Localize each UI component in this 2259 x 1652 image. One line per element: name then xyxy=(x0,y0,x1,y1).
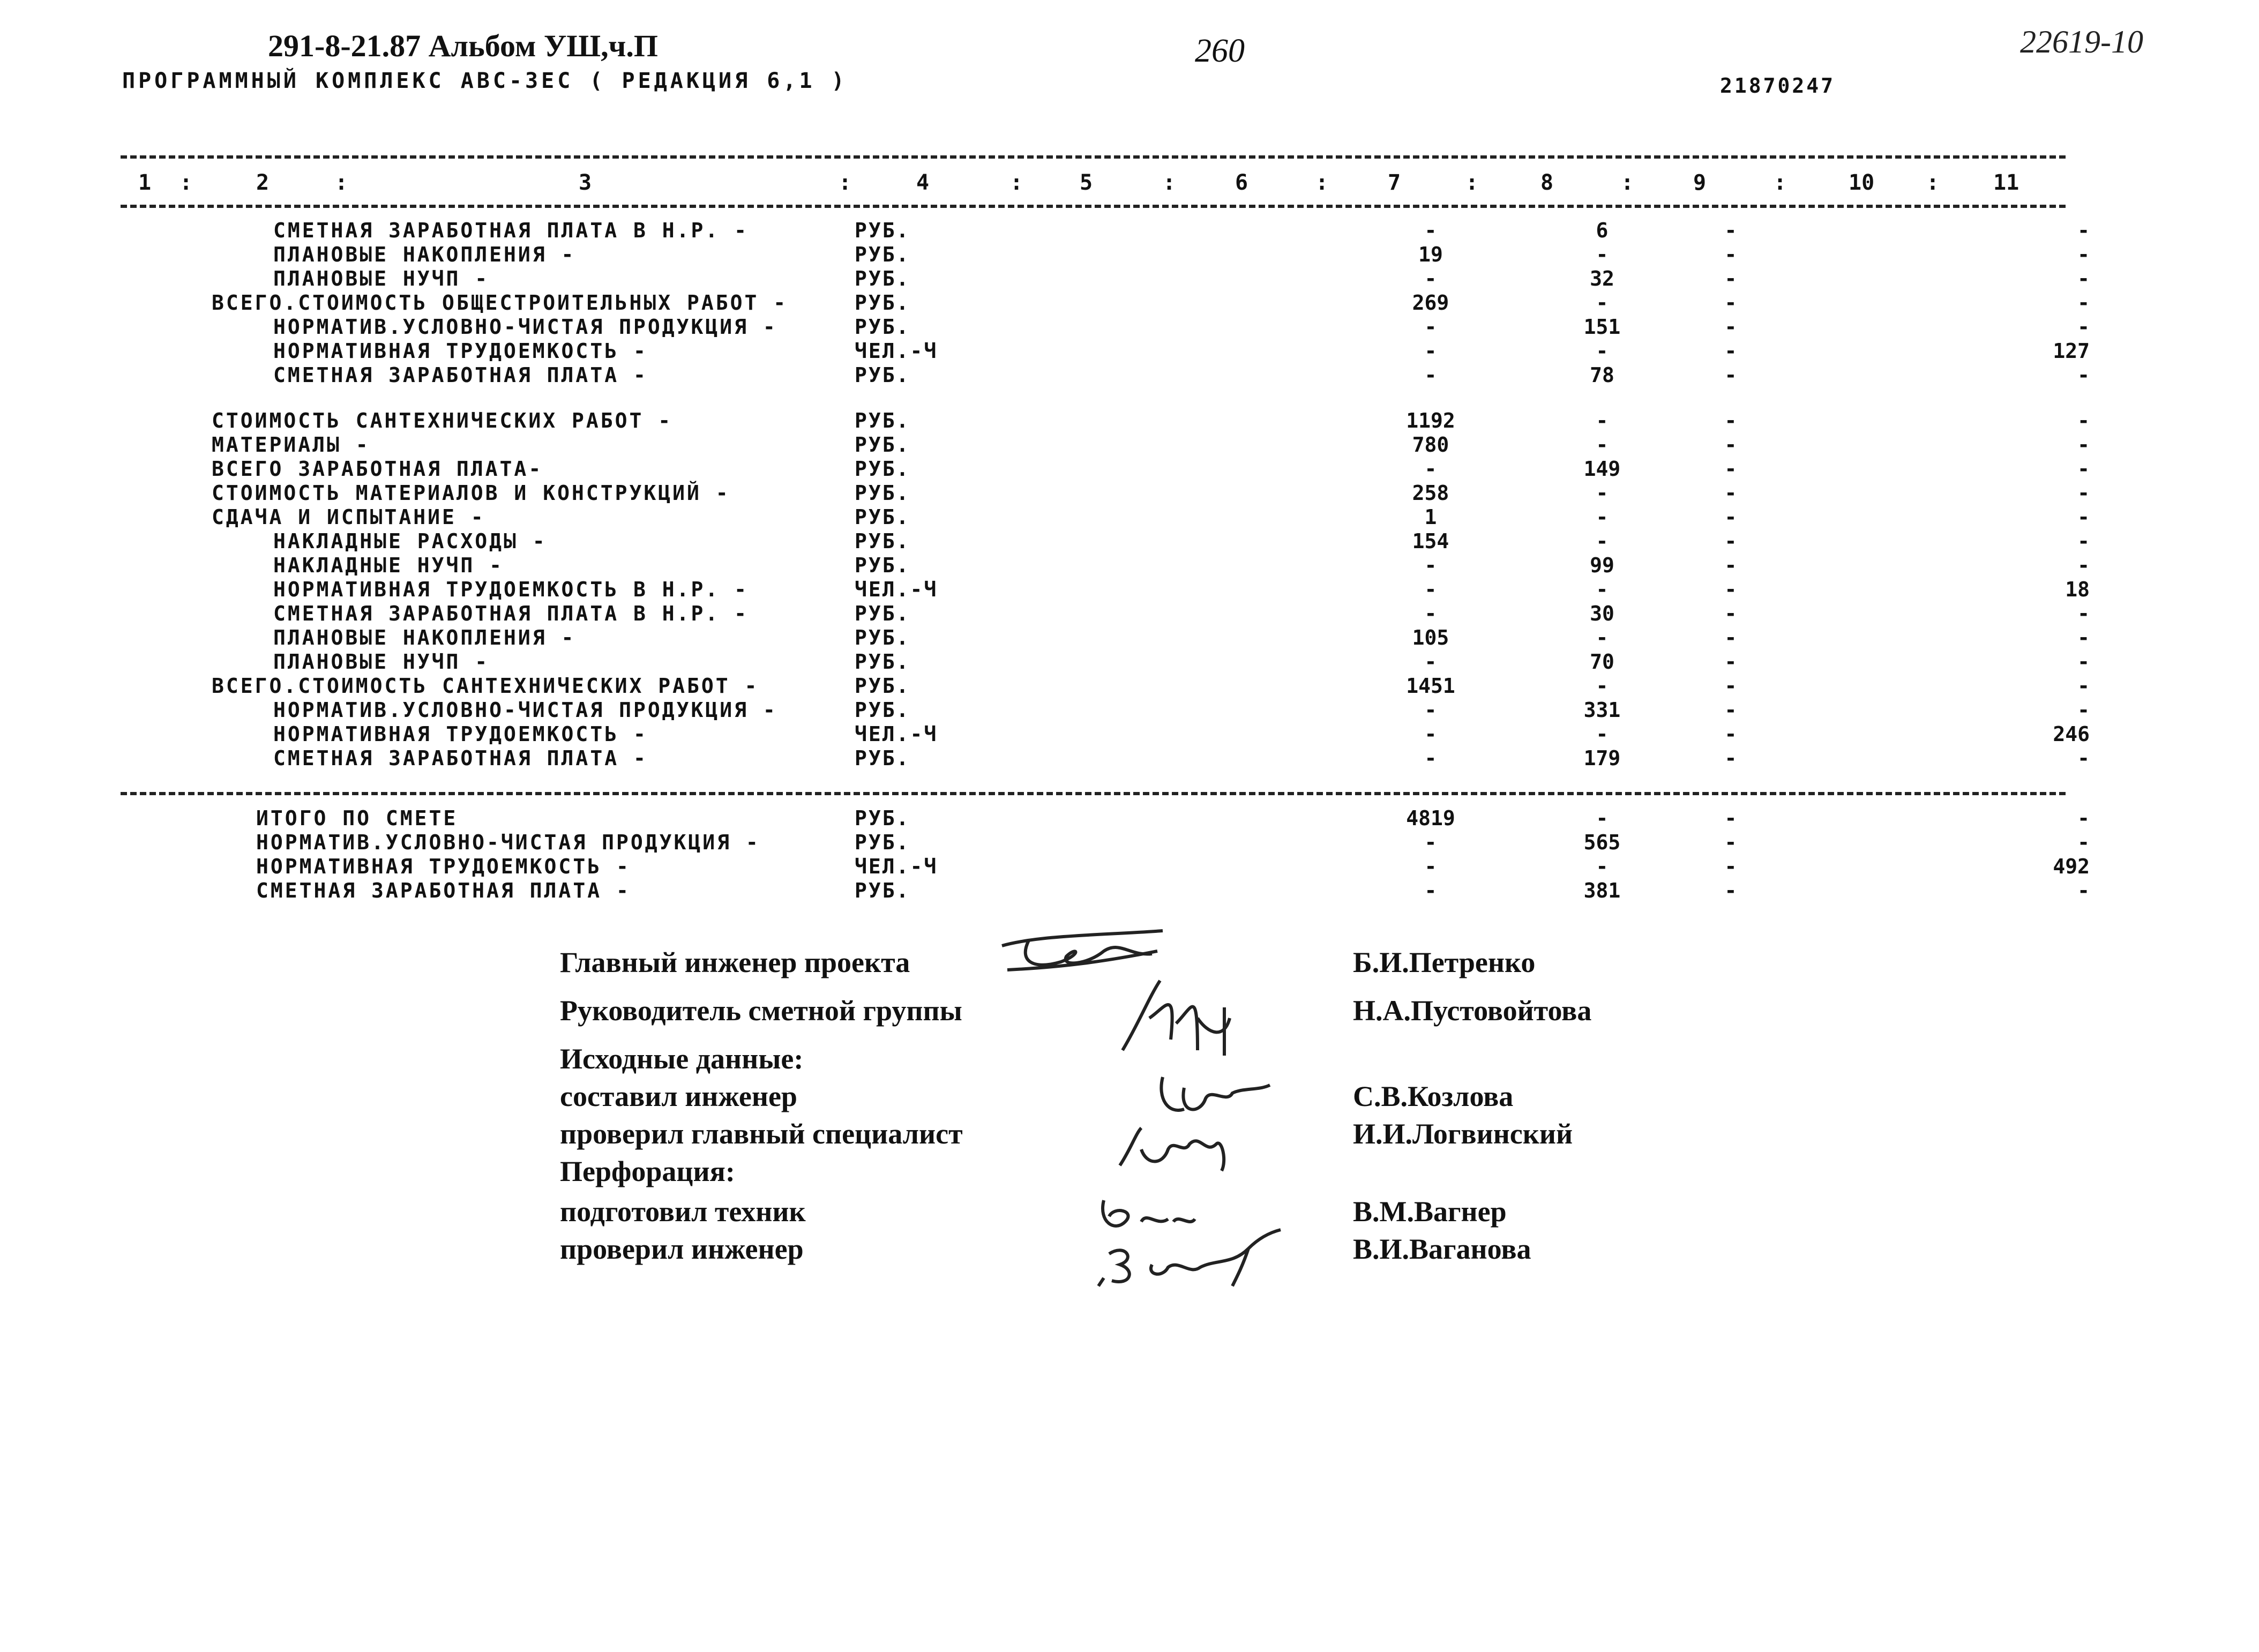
cell-col-7: - xyxy=(1424,363,1437,387)
cell-col-8: - xyxy=(1596,339,1609,363)
row-unit: ЧЕЛ.-Ч xyxy=(855,722,938,746)
cell-col-7: 1 xyxy=(1424,505,1437,529)
table-row xyxy=(0,219,2259,243)
cell-col-8: - xyxy=(1596,409,1609,432)
table-row xyxy=(0,505,2259,529)
document-code: 21870247 xyxy=(1720,74,1836,98)
table-row xyxy=(0,363,2259,387)
table-row xyxy=(0,626,2259,650)
row-label: НОРМАТИВ.УСЛОВНО-ЧИСТАЯ ПРОДУКЦИЯ - xyxy=(273,315,777,339)
cell-col-9: - xyxy=(1724,409,1737,432)
row-unit: РУБ. xyxy=(855,698,910,722)
cell-col-7: - xyxy=(1424,698,1437,722)
table-row xyxy=(0,267,2259,291)
col-separator: : xyxy=(1465,170,1479,195)
row-unit: РУБ. xyxy=(855,219,910,242)
row-unit: РУБ. xyxy=(855,879,910,902)
col-7: 7 xyxy=(1388,170,1401,195)
row-unit: РУБ. xyxy=(855,433,910,457)
row-unit: РУБ. xyxy=(855,746,910,770)
cell-col-8: - xyxy=(1596,626,1609,649)
cell-col-7: - xyxy=(1424,722,1437,746)
table-row xyxy=(0,315,2259,339)
cell-col-9: - xyxy=(1724,243,1737,266)
cell-col-7: 19 xyxy=(1418,243,1443,266)
cell-col-9: - xyxy=(1724,554,1737,577)
row-label: НОРМАТИВНАЯ ТРУДОЕМКОСТЬ - xyxy=(273,722,648,746)
cell-col-7: - xyxy=(1424,554,1437,577)
table-row xyxy=(0,722,2259,746)
cell-col-7: - xyxy=(1424,746,1437,770)
row-label: СМЕТНАЯ ЗАРАБОТНАЯ ПЛАТА - xyxy=(256,879,631,902)
cell-col-7: 269 xyxy=(1412,291,1449,315)
cell-col-11: - xyxy=(2077,879,2090,902)
cell-col-11: - xyxy=(2077,831,2090,854)
table-row xyxy=(0,481,2259,505)
cell-col-8: - xyxy=(1596,855,1609,878)
signature-role: Перфорация: xyxy=(560,1155,735,1187)
row-unit: РУБ. xyxy=(855,602,910,625)
row-label: НОРМАТИВ.УСЛОВНО-ЧИСТАЯ ПРОДУКЦИЯ - xyxy=(256,831,760,854)
signature-name: И.И.Логвинский xyxy=(1353,1118,1573,1150)
row-label: СДАЧА И ИСПЫТАНИЕ - xyxy=(212,505,485,529)
cell-col-9: - xyxy=(1724,698,1737,722)
signature-pustovoytova-icon xyxy=(1117,975,1240,1061)
cell-col-9: - xyxy=(1724,291,1737,315)
table-row xyxy=(0,433,2259,457)
cell-col-11: - xyxy=(2077,626,2090,649)
row-unit: РУБ. xyxy=(855,554,910,577)
row-label: ПЛАНОВЫЕ НАКОПЛЕНИЯ - xyxy=(273,243,576,266)
cell-col-8: 99 xyxy=(1590,554,1614,577)
row-unit: РУБ. xyxy=(855,806,910,830)
cell-col-7: 4819 xyxy=(1406,806,1455,830)
cell-col-9: - xyxy=(1724,433,1737,457)
cell-col-8: - xyxy=(1596,291,1609,315)
cell-col-7: - xyxy=(1424,879,1437,902)
row-label: ВСЕГО.СТОИМОСТЬ ОБЩЕСТРОИТЕЛЬНЫХ РАБОТ - xyxy=(212,291,788,315)
cell-col-11: - xyxy=(2077,554,2090,577)
cell-col-7: 1192 xyxy=(1406,409,1455,432)
cell-col-8: 30 xyxy=(1590,602,1614,625)
cell-col-11: - xyxy=(2077,219,2090,242)
cell-col-8: - xyxy=(1596,529,1609,553)
cell-col-9: - xyxy=(1724,626,1737,649)
cell-col-7: 1451 xyxy=(1406,674,1455,698)
cell-col-7: - xyxy=(1424,855,1437,878)
table-row xyxy=(0,554,2259,578)
signature-role: проверил инженер xyxy=(560,1233,804,1265)
col-2: 2 xyxy=(256,170,270,195)
cell-col-11: 492 xyxy=(2053,855,2090,878)
cell-col-9: - xyxy=(1724,529,1737,553)
cell-col-7: - xyxy=(1424,457,1437,481)
row-label: НОРМАТИВНАЯ ТРУДОЕМКОСТЬ - xyxy=(273,339,648,363)
signature-role: проверил главный специалист xyxy=(560,1118,963,1150)
cell-col-11: - xyxy=(2077,674,2090,698)
cell-col-9: - xyxy=(1724,674,1737,698)
signature-role: Главный инженер проекта xyxy=(560,946,910,978)
cell-col-11: 18 xyxy=(2065,578,2090,601)
row-label: ИТОГО ПО СМЕТЕ xyxy=(256,806,458,830)
table-row xyxy=(0,529,2259,554)
totals-row xyxy=(0,855,2259,879)
row-label: СМЕТНАЯ ЗАРАБОТНАЯ ПЛАТА - xyxy=(273,363,648,387)
row-unit: РУБ. xyxy=(855,409,910,432)
signature-role: подготовил техник xyxy=(560,1195,806,1228)
row-unit: РУБ. xyxy=(855,650,910,674)
signature-name: В.М.Вагнер xyxy=(1353,1195,1507,1228)
cell-col-8: - xyxy=(1596,433,1609,457)
cell-col-8: 179 xyxy=(1583,746,1621,770)
table-row xyxy=(0,602,2259,626)
cell-col-8: - xyxy=(1596,806,1609,830)
cell-col-8: - xyxy=(1596,243,1609,266)
cell-col-11: - xyxy=(2077,433,2090,457)
cell-col-11: - xyxy=(2077,315,2090,339)
cell-col-7: 154 xyxy=(1412,529,1449,553)
row-label: СМЕТНАЯ ЗАРАБОТНАЯ ПЛАТА В Н.Р. - xyxy=(273,219,749,242)
cell-col-11: - xyxy=(2077,409,2090,432)
table-header-rule xyxy=(121,205,2066,208)
col-separator: : xyxy=(1926,170,1940,195)
signature-name: В.И.Ваганова xyxy=(1353,1233,1531,1265)
row-label: ВСЕГО.СТОИМОСТЬ САНТЕХНИЧЕСКИХ РАБОТ - xyxy=(212,674,759,698)
cell-col-11: - xyxy=(2077,481,2090,505)
cell-col-9: - xyxy=(1724,650,1737,674)
cell-col-9: - xyxy=(1724,879,1737,902)
col-separator: : xyxy=(1621,170,1634,195)
page-number: 260 xyxy=(1195,33,1245,69)
table-row xyxy=(0,243,2259,267)
cell-col-9: - xyxy=(1724,219,1737,242)
row-label: НОРМАТИВНАЯ ТРУДОЕМКОСТЬ - xyxy=(256,855,631,878)
row-unit: РУБ. xyxy=(855,529,910,553)
cell-col-7: - xyxy=(1424,339,1437,363)
row-label: ВСЕГО ЗАРАБОТНАЯ ПЛАТА- xyxy=(212,457,543,481)
row-label: НОРМАТИВ.УСЛОВНО-ЧИСТАЯ ПРОДУКЦИЯ - xyxy=(273,698,777,722)
table-row xyxy=(0,291,2259,315)
cell-col-9: - xyxy=(1724,457,1737,481)
cell-col-9: - xyxy=(1724,267,1737,290)
row-label: ПЛАНОВЫЕ НУЧП - xyxy=(273,650,490,674)
col-separator: : xyxy=(179,170,193,195)
row-label: МАТЕРИАЛЫ - xyxy=(212,433,370,457)
table-top-rule xyxy=(121,155,2066,159)
row-unit: РУБ. xyxy=(855,831,910,854)
signature-name: Н.А.Пустовойтова xyxy=(1353,995,1592,1027)
row-unit: ЧЕЛ.-Ч xyxy=(855,855,938,878)
col-5: 5 xyxy=(1080,170,1093,195)
cell-col-9: - xyxy=(1724,363,1737,387)
cell-col-8: 149 xyxy=(1583,457,1621,481)
cell-col-7: - xyxy=(1424,602,1437,625)
cell-col-11: - xyxy=(2077,243,2090,266)
cell-col-8: 331 xyxy=(1583,698,1621,722)
col-4: 4 xyxy=(916,170,930,195)
col-separator: : xyxy=(1774,170,1787,195)
row-label: СТОИМОСТЬ МАТЕРИАЛОВ И КОНСТРУКЦИЙ - xyxy=(212,481,730,505)
cell-col-7: 780 xyxy=(1412,433,1449,457)
row-label: ПЛАНОВЫЕ НАКОПЛЕНИЯ - xyxy=(273,626,576,649)
album-title: 291-8-21.87 Альбом УШ,ч.П xyxy=(268,28,658,63)
cell-col-11: - xyxy=(2077,291,2090,315)
row-label: СМЕТНАЯ ЗАРАБОТНАЯ ПЛАТА В Н.Р. - xyxy=(273,602,749,625)
program-line: ПРОГРАММНЫЙ КОМПЛЕКС АВС-ЗЕС ( РЕДАКЦИЯ 6,1 ) xyxy=(122,69,848,93)
cell-col-8: 381 xyxy=(1583,879,1621,902)
cell-col-8: 32 xyxy=(1590,267,1614,290)
row-unit: РУБ. xyxy=(855,626,910,649)
col-6: 6 xyxy=(1235,170,1248,195)
cell-col-9: - xyxy=(1724,746,1737,770)
cell-col-7: - xyxy=(1424,267,1437,290)
signature-petrenko-icon xyxy=(997,924,1173,983)
cell-col-9: - xyxy=(1724,339,1737,363)
cell-col-11: - xyxy=(2077,698,2090,722)
cell-col-7: - xyxy=(1424,219,1437,242)
totals-row xyxy=(0,806,2259,831)
totals-row xyxy=(0,879,2259,903)
row-label: НАКЛАДНЫЕ НУЧП - xyxy=(273,554,504,577)
cell-col-8: 151 xyxy=(1583,315,1621,339)
signature-role: Руководитель сметной группы xyxy=(560,995,962,1027)
cell-col-8: - xyxy=(1596,481,1609,505)
cell-col-7: 258 xyxy=(1412,481,1449,505)
totals-rule xyxy=(121,792,2066,795)
cell-col-11: - xyxy=(2077,457,2090,481)
cell-col-11: - xyxy=(2077,529,2090,553)
table-row xyxy=(0,650,2259,674)
cell-col-7: - xyxy=(1424,831,1437,854)
cell-col-7: - xyxy=(1424,650,1437,674)
col-separator: : xyxy=(839,170,852,195)
table-row xyxy=(0,674,2259,698)
col-10: 10 xyxy=(1849,170,1875,195)
row-unit: РУБ. xyxy=(855,674,910,698)
cell-col-8: 565 xyxy=(1583,831,1621,854)
signature-role: составил инженер xyxy=(560,1080,797,1112)
row-unit: РУБ. xyxy=(855,243,910,266)
table-row xyxy=(0,409,2259,433)
signature-role: Исходные данные: xyxy=(560,1043,804,1075)
document-number: 22619-10 xyxy=(2020,24,2143,59)
cell-col-11: 246 xyxy=(2053,722,2090,746)
row-unit: РУБ. xyxy=(855,481,910,505)
signature-name: С.В.Козлова xyxy=(1353,1080,1514,1112)
row-label: ПЛАНОВЫЕ НУЧП - xyxy=(273,267,490,290)
col-separator: : xyxy=(335,170,348,195)
cell-col-11: 127 xyxy=(2053,339,2090,363)
table-row xyxy=(0,698,2259,722)
row-unit: РУБ. xyxy=(855,291,910,315)
cell-col-11: - xyxy=(2077,363,2090,387)
cell-col-9: - xyxy=(1724,806,1737,830)
row-unit: ЧЕЛ.-Ч xyxy=(855,578,938,601)
cell-col-8: 6 xyxy=(1596,219,1609,242)
cell-col-8: - xyxy=(1596,674,1609,698)
col-8: 8 xyxy=(1540,170,1554,195)
col-3: 3 xyxy=(579,170,592,195)
row-label: НОРМАТИВНАЯ ТРУДОЕМКОСТЬ В Н.Р. - xyxy=(273,578,749,601)
cell-col-9: - xyxy=(1724,481,1737,505)
cell-col-7: - xyxy=(1424,578,1437,601)
signature-logvinsky-icon xyxy=(1114,1117,1243,1176)
row-unit: РУБ. xyxy=(855,505,910,529)
table-row xyxy=(0,457,2259,481)
cell-col-9: - xyxy=(1724,722,1737,746)
row-label: СМЕТНАЯ ЗАРАБОТНАЯ ПЛАТА - xyxy=(273,746,648,770)
col-1: 1 xyxy=(138,170,152,195)
signature-name: Б.И.Петренко xyxy=(1353,946,1536,978)
row-unit: РУБ. xyxy=(855,315,910,339)
cell-col-11: - xyxy=(2077,746,2090,770)
totals-row xyxy=(0,831,2259,855)
cell-col-8: - xyxy=(1596,578,1609,601)
row-unit: РУБ. xyxy=(855,363,910,387)
cell-col-9: - xyxy=(1724,602,1737,625)
cell-col-7: 105 xyxy=(1412,626,1449,649)
cell-col-11: - xyxy=(2077,267,2090,290)
cell-col-9: - xyxy=(1724,505,1737,529)
cell-col-8: 78 xyxy=(1590,363,1614,387)
cell-col-8: - xyxy=(1596,722,1609,746)
cell-col-11: - xyxy=(2077,650,2090,674)
cell-col-7: - xyxy=(1424,315,1437,339)
cell-col-9: - xyxy=(1724,831,1737,854)
col-separator: : xyxy=(1315,170,1329,195)
row-label: НАКЛАДНЫЕ РАСХОДЫ - xyxy=(273,529,547,553)
cell-col-9: - xyxy=(1724,855,1737,878)
cell-col-8: 70 xyxy=(1590,650,1614,674)
row-unit: РУБ. xyxy=(855,457,910,481)
signature-vaganova-icon xyxy=(1088,1227,1291,1291)
cell-col-11: - xyxy=(2077,602,2090,625)
col-separator: : xyxy=(1010,170,1023,195)
table-row xyxy=(0,746,2259,771)
col-11: 11 xyxy=(1993,170,2019,195)
cell-col-9: - xyxy=(1724,315,1737,339)
row-unit: РУБ. xyxy=(855,267,910,290)
col-9: 9 xyxy=(1693,170,1707,195)
cell-col-11: - xyxy=(2077,505,2090,529)
cell-col-8: - xyxy=(1596,505,1609,529)
row-label: СТОИМОСТЬ САНТЕХНИЧЕСКИХ РАБОТ - xyxy=(212,409,673,432)
table-row xyxy=(0,339,2259,363)
row-unit: ЧЕЛ.-Ч xyxy=(855,339,938,363)
cell-col-9: - xyxy=(1724,578,1737,601)
col-separator: : xyxy=(1163,170,1176,195)
table-row xyxy=(0,578,2259,602)
cell-col-11: - xyxy=(2077,806,2090,830)
